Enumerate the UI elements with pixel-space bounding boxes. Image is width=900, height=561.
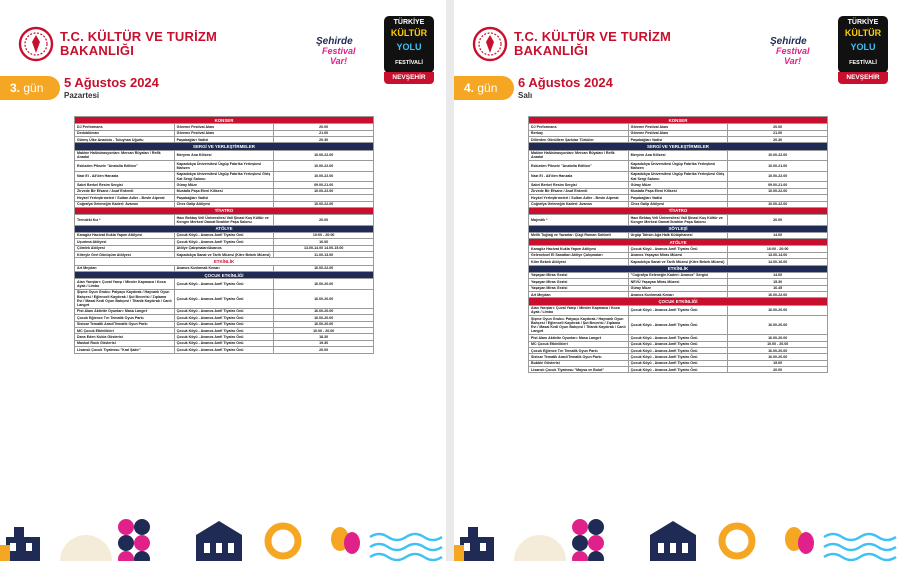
event-venue: Çocuk Köyü - Avanos Amfi Tiyatro Önü <box>174 327 274 333</box>
event-venue: Kapadokya Üniversitesi Ürgüp Fabrika Yerleşkesi Giriş Kat Sergi Salonu <box>174 171 274 182</box>
schedule-page-day3 <box>0 0 446 561</box>
page-divider <box>446 0 454 561</box>
event-time: 10.00-22.00 <box>274 171 374 182</box>
event-time: 16.00-20.00 <box>274 321 374 327</box>
event-venue: Avanos Kızılırmak Kenarı <box>174 265 274 271</box>
event-venue: Chez Galip Atölyesi <box>628 201 728 207</box>
ministry-emblem-icon <box>472 26 508 62</box>
table-row <box>75 161 374 172</box>
section-header <box>529 143 828 150</box>
event-time: 10.00-22.00 <box>274 188 374 194</box>
event-name: Çocuk Eğlence Tırı Tematik Oyun Parkı <box>75 315 175 321</box>
decorative-footer <box>454 515 900 561</box>
section-header-label: SERGİ VE YERLEŞTİRMELER <box>529 143 828 150</box>
event-name: Şişme Oyun Grubu: Palyaço Kaydırak / Hayvanlı Oyun Bahçesi / Eğlenceli Kaydırak / Şut Becerisi / Zıplama Evi / Masal Kedi Oyun Bahçesi / Titanik Kaydırak / Canlı Langırt <box>75 289 175 308</box>
event-name: Güneş Ülke Anadolu - Tuluyhan Uğurlu <box>75 136 175 142</box>
event-name: Karagöz Hacivat Kukla Yapım Atölyesi <box>529 246 629 252</box>
event-name: Zirvede Bir Efsane / Asaf Erdemli <box>75 188 175 194</box>
event-venue: Kapadokya Üniversitesi Ürgüp Fabrika Yerleşkesi Mahzen <box>174 161 274 172</box>
event-name: Makine Halüsinasyonları: Mercan Rüyaları / Refik Anadol <box>529 150 629 161</box>
section-header-label: ÇOCUK ETKİNLİĞİ <box>75 272 374 279</box>
page-weekday: Pazartesi <box>64 91 100 100</box>
event-name: Dillerden Gönüllere Şarkılar Türküler <box>529 136 629 142</box>
mask-icon <box>331 527 360 554</box>
event-name: Şişme Oyun Grubu: Palyaço Kaydırak / Hayvanlı Oyun Bahçesi / Eğlenceli Kaydırak / Şut Becerisi / Zıplama Evi / Masal Kedi Oyun Bahçesi / Titanik Kaydırak / Canlı Langırt <box>529 316 629 335</box>
event-name: Yaşayan Miras Gezisi <box>529 285 629 291</box>
event-venue: Çocuk Köyü - Avanos Amfi Tiyatro Önü <box>174 232 274 238</box>
festival-logo-line3: FESTİVALİ <box>395 60 423 66</box>
slogan-line3: Var! <box>784 56 802 66</box>
event-name: Uçurtma Atölyesi <box>75 239 175 245</box>
event-venue: Kapadokya Sanat ve Tarih Müzesi (Kitre Bebek Müzesi) <box>628 259 728 265</box>
event-name: Eskizden Piksele "Anatolia Edition" <box>529 161 629 172</box>
event-venue: Çocuk Köyü - Avanos Amfi Tiyatro Önü <box>174 347 274 353</box>
event-time: 16.00-20.00 <box>728 347 828 353</box>
table-row <box>529 171 828 182</box>
event-time: 19.30 <box>274 340 374 346</box>
page-date: 5 Ağustos 2024 <box>64 75 159 90</box>
event-venue: Çocuk Köyü - Avanos Amfi Tiyatro Önü <box>174 315 274 321</box>
section-header-label: ÇOCUK ETKİNLİĞİ <box>529 298 828 305</box>
event-time: 10.00 - 20.00 <box>728 341 828 347</box>
event-time: 21.00 <box>728 130 828 136</box>
section-header <box>529 239 828 246</box>
event-name: Art Meydan <box>75 265 175 271</box>
event-time: 16.00-20.00 <box>274 315 374 321</box>
event-name: Eskizden Piksele "Anatolia Edition" <box>75 161 175 172</box>
event-name: Dedublüman <box>75 130 175 136</box>
day-tag <box>0 76 60 100</box>
event-time: 20.30 <box>728 136 828 142</box>
festival-logo-word1: KÜLTÜR <box>844 28 882 38</box>
city-tag: NEVŞEHİR <box>384 72 434 84</box>
event-venue: "Coğrafya Geleneğin Kaderi: Avanos" Sergisi <box>628 272 728 278</box>
city-tag: NEVŞEHİR <box>838 72 888 84</box>
event-time: 20.00 <box>274 124 374 130</box>
event-time: 10.00-22.00 <box>274 201 374 207</box>
table-row <box>529 150 828 161</box>
event-venue: Paşabağları Vadisi <box>174 195 274 201</box>
slogan-line1: Şehirde <box>316 36 353 47</box>
event-time: 13.00-14.00 14.00-15.00 <box>274 245 374 251</box>
dots-icon <box>572 519 604 561</box>
event-venue: Göreme Festival Alanı <box>628 124 728 130</box>
event-time: 11.00-13.00 <box>274 252 374 258</box>
event-venue: Paşabağları Vadisi <box>174 136 274 142</box>
event-time: 10.00-22.00 <box>728 171 828 182</box>
ministry-title <box>60 30 217 58</box>
event-time: 09.00-21.00 <box>274 182 374 188</box>
event-time: 13.00-14.00 <box>728 252 828 258</box>
event-time: 14.00-16.00 <box>728 259 828 265</box>
ministry-emblem-icon <box>18 26 54 62</box>
section-header-label: ATÖLYE <box>529 239 828 246</box>
event-venue: Güray Müze <box>628 182 728 188</box>
ministry-title <box>514 30 671 58</box>
table-row <box>529 367 828 373</box>
event-name: Pist Alanı Aktivite Oyunları: Masa Langırt <box>529 335 629 341</box>
section-header-label: ETKİNLİK <box>529 265 828 272</box>
event-time: 20.00 <box>274 215 374 226</box>
event-name: Alan Yarışları: Çuval Yarışı / Minder Kapmaca / Koca Ayak / Limbo <box>75 279 175 290</box>
event-name: Heykel Yerleştirmeleri / Sultan Adler - Beste Alperat <box>529 195 629 201</box>
table-row <box>529 161 828 172</box>
slogan-logo <box>770 36 840 68</box>
festival-logo-line1: TÜRKİYE <box>393 19 425 26</box>
event-time: 14.00 <box>728 272 828 278</box>
table-row <box>75 289 374 308</box>
event-venue: Avanos Kızılırmak Kenarı <box>628 291 728 297</box>
event-venue: Paşabağları Vadisi <box>628 195 728 201</box>
event-venue: Mustafa Paşa Eleni Kilisesi <box>628 188 728 194</box>
event-time: 16.00-20.00 <box>728 316 828 335</box>
event-venue: Atölye Çalışmaları/Avanos <box>174 245 274 251</box>
event-time: 20.00 <box>728 367 828 373</box>
section-header <box>529 207 828 214</box>
event-time: 20.00 <box>728 215 828 226</box>
event-name: Alan Yarışları: Çuval Yarışı / Minder Kapmaca / Koca Ayak / Limbo <box>529 305 629 316</box>
schedule-table <box>74 116 374 354</box>
event-venue: Paşabağları Vadisi <box>628 136 728 142</box>
event-name: Dans Eden Kukla Gösterisi <box>75 334 175 340</box>
event-name: Nazi El - Ali'den Hanzala <box>529 171 629 182</box>
event-time: 09.00-21.00 <box>728 182 828 188</box>
event-venue: Çocuk Köyü - Avanos Amfi Tiyatro Önü <box>628 246 728 252</box>
event-time: 16.00-20.00 <box>728 305 828 316</box>
event-time: 16.45 <box>728 285 828 291</box>
event-name: MC Çocuk Etkinlikleri <box>529 341 629 347</box>
half-circle-icon <box>514 535 566 561</box>
event-venue: Çocuk Köyü - Avanos Amfi Tiyatro Önü <box>628 305 728 316</box>
event-name: Berkay <box>529 130 629 136</box>
slogan-line1: Şehirde <box>770 36 807 47</box>
event-venue: Chez Galip Atölyesi <box>174 201 274 207</box>
event-venue: NEVÜ Yaşayan Miras Müzesi <box>628 279 728 285</box>
event-name: Kitre Bebek Atölyesi <box>529 259 629 265</box>
event-venue: Çocuk Köyü - Avanos Amfi Tiyatro Önü <box>174 321 274 327</box>
event-time: 16.00-20.00 <box>274 289 374 308</box>
day-tag <box>454 76 514 100</box>
decorative-footer <box>0 515 446 561</box>
event-name: Melih Tuğtağ ve Yazarlar: Çizgi Roman Sohbeti <box>529 232 629 238</box>
event-venue: Avanos Yaşayan Miras Müzesi <box>628 252 728 258</box>
event-venue: Ürgüp Tahsin Ağa Halk Kütüphanesi <box>628 232 728 238</box>
event-time: 14.00 <box>728 232 828 238</box>
building-icon <box>196 521 242 561</box>
event-name: DJ Performans <box>75 124 175 130</box>
festival-logo-word2: YOLU <box>850 42 876 52</box>
festival-logo <box>384 16 434 73</box>
section-header <box>75 143 374 150</box>
event-name: Lisanslı Çocuk Tiyatrosu "Kral Şakir" <box>75 347 175 353</box>
event-name: Makine Halüsinasyonları: Mercan Rüyaları / Refik Anadol <box>75 150 175 161</box>
event-time: 16.00 <box>274 239 374 245</box>
section-header-label: KONSER <box>75 117 374 124</box>
section-header <box>529 298 828 305</box>
table-row <box>75 347 374 353</box>
event-time: 10.00-22.00 <box>274 161 374 172</box>
event-time: 20.30 <box>274 136 374 142</box>
event-name: DJ Performans <box>529 124 629 130</box>
event-time: 21.00 <box>274 130 374 136</box>
event-venue: Çocuk Köyü - Avanos Amfi Tiyatro Önü <box>628 316 728 335</box>
event-time: 10.00-22.00 <box>728 188 828 194</box>
event-time: 16.00-20.00 <box>728 335 828 341</box>
mask-icon <box>785 527 814 554</box>
ring-icon <box>722 526 752 556</box>
event-venue: Çocuk Köyü - Avanos Amfi Tiyatro Önü <box>628 335 728 341</box>
event-venue: Göreme Festival Alanı <box>628 130 728 136</box>
page-weekday: Salı <box>518 91 533 100</box>
slogan-line2: Festival <box>322 46 356 56</box>
event-venue: Çocuk Köyü - Avanos Amfi Tiyatro Önü <box>174 279 274 290</box>
event-time: 19.00 <box>728 360 828 366</box>
event-name: Sabri Berkel Resim Sergisi <box>529 182 629 188</box>
event-venue: Güray Müze <box>628 285 728 291</box>
event-venue: Çocuk Köyü - Avanos Amfi Tiyatro Önü <box>174 340 274 346</box>
dots-icon <box>118 519 150 561</box>
event-name: Art Meydan <box>529 291 629 297</box>
event-venue: Çocuk Köyü - Avanos Amfi Tiyatro Önü <box>628 367 728 373</box>
event-time: 10.00-22.00 <box>728 150 828 161</box>
ministry-line1: T.C. KÜLTÜR VE TURİZM <box>60 29 218 44</box>
event-venue: Çocuk Köyü - Avanos Amfi Tiyatro Önü <box>628 360 728 366</box>
event-venue: Çocuk Köyü - Avanos Amfi Tiyatro Önü <box>628 347 728 353</box>
ministry-line2: BAKANLIĞI <box>60 43 135 58</box>
event-name: Karagöz Hacivat Kukla Yapım Atölyesi <box>75 232 175 238</box>
event-venue: Çocuk Köyü - Avanos Amfi Tiyatro Önü <box>628 341 728 347</box>
event-name: Coğrafya Geleneğin Kaderi: Avanos <box>529 201 629 207</box>
event-name: Yaşayan Miras Gezisi <box>529 272 629 278</box>
event-name: Yaşayan Miras Gezisi <box>529 279 629 285</box>
event-time: 15.30 <box>728 279 828 285</box>
event-venue: Hacı Bektaş Veli Üniversitesi Vali Şinasi Kuş Kültür ve Kongre Merkezi Damat İbrahim Paşa Salonu <box>628 215 728 226</box>
event-name: Sistcar Tematik Araci/Tematik Oyun Parkı <box>75 321 175 327</box>
event-time: 10.00-22.00 <box>274 150 374 161</box>
building-icon <box>650 521 696 561</box>
event-name: Lisanslı Çocuk Tiyatrosu "Maysa ve Bulut" <box>529 367 629 373</box>
schedule-page-day4 <box>454 0 900 561</box>
event-name: Pist Alanı Aktivite Oyunları: Masa Langırt <box>75 308 175 314</box>
event-time: 16.00-20.00 <box>274 308 374 314</box>
section-header-label: ATÖLYE <box>75 225 374 232</box>
waves-icon <box>824 534 896 560</box>
event-time: 10:00 - 20:00 <box>274 232 374 238</box>
event-venue: Meryem Ana Kilisesi <box>174 150 274 161</box>
event-venue: Kapadokya Üniversitesi Ürgüp Fabrika Yerleşkesi Mahzen <box>628 161 728 172</box>
page-date: 6 Ağustos 2024 <box>518 75 613 90</box>
event-name: Majestik * <box>529 215 629 226</box>
event-time: 16.00-20.00 <box>274 279 374 290</box>
table-row <box>75 171 374 182</box>
table-row <box>529 215 828 226</box>
festival-logo <box>838 16 888 73</box>
section-header <box>529 225 828 232</box>
table-row <box>75 215 374 226</box>
festival-logo-word1: KÜLTÜR <box>390 28 428 38</box>
event-name: Heykel Yerleştirmeleri / Sultan Adler - Beste Alperat <box>75 195 175 201</box>
event-name: MC Çocuk Etkinlikleri <box>75 327 175 333</box>
event-name: Sistcar Tematik Araci/Tematik Oyun Parkı <box>529 354 629 360</box>
event-venue: Meryem Ana Kilisesi <box>628 150 728 161</box>
event-time: 10.00-22.00 <box>728 201 828 207</box>
event-venue: Çocuk Köyü - Avanos Amfi Tiyatro Önü <box>174 289 274 308</box>
section-header <box>75 272 374 279</box>
event-venue: Göreme Festival Alanı <box>174 130 274 136</box>
day-label: 3. gün <box>10 81 44 95</box>
slogan-logo <box>316 36 386 68</box>
event-name: Kitreyle Geri Dönüşüm Atölyesi <box>75 252 175 258</box>
castle-icon <box>454 527 494 561</box>
event-time: 10.00-21.00 <box>728 161 828 172</box>
section-header <box>529 117 828 124</box>
event-name: Geleneksel El Sanatları Atölye Çalışmaları <box>529 252 629 258</box>
event-name: Trendeki Kız * <box>75 215 175 226</box>
event-venue: Hacı Bektaş Veli Üniversitesi Vali Şinasi Kuş Kültür ve Kongre Merkezi Damat İbrahim Paşa Salonu <box>174 215 274 226</box>
event-time: 18.30 <box>274 334 374 340</box>
event-name: Çömlek Atölyesi <box>75 245 175 251</box>
event-name: Zirvede Bir Efsane / Asaf Erdemli <box>529 188 629 194</box>
event-venue: Çocuk Köyü - Avanos Amfi Tiyatro Önü <box>174 308 274 314</box>
section-header-label: TİYATRO <box>529 207 828 214</box>
event-time: 16.00-22.00 <box>728 291 828 297</box>
event-time: 16.00-20.00 <box>728 354 828 360</box>
event-name: Coğrafya Geleneğin Kaderi: Avanos <box>75 201 175 207</box>
event-venue: Kapadokya Üniversitesi Ürgüp Fabrika Yerleşkesi Giriş Kat Sergi Salonu <box>628 171 728 182</box>
event-name: Çocuk Eğlence Tırı Tematik Oyun Parkı <box>529 347 629 353</box>
festival-logo-line1: TÜRKİYE <box>847 19 879 26</box>
waves-icon <box>370 534 442 560</box>
section-header-label: SÖYLEŞİ <box>529 225 828 232</box>
festival-logo-line3: FESTİVALİ <box>849 60 877 66</box>
table-row <box>529 305 828 316</box>
event-name: Maskot Rock Gösterisi <box>75 340 175 346</box>
event-time: 20.00 <box>728 124 828 130</box>
castle-icon <box>0 527 40 561</box>
event-time: 10.00 - 20.00 <box>274 327 374 333</box>
section-header <box>75 258 374 265</box>
ring-icon <box>268 526 298 556</box>
event-venue: Çocuk Köyü - Avanos Amfi Tiyatro Önü <box>174 239 274 245</box>
event-time: 16:00 - 20:00 <box>728 246 828 252</box>
section-header <box>529 265 828 272</box>
day-label: 4. gün <box>464 81 498 95</box>
event-venue: Güray Müze <box>174 182 274 188</box>
section-header-label: ETKİNLİK <box>75 258 374 265</box>
event-name: Bubble Gösterisi <box>529 360 629 366</box>
section-header-label: KONSER <box>529 117 828 124</box>
ministry-line2: BAKANLIĞI <box>514 43 589 58</box>
half-circle-icon <box>60 535 112 561</box>
slogan-line2: Festival <box>776 46 810 56</box>
section-header <box>75 117 374 124</box>
event-venue: Çocuk Köyü - Avanos Amfi Tiyatro Önü <box>174 334 274 340</box>
event-venue: Mustafa Paşa Eleni Kilisesi <box>174 188 274 194</box>
slogan-line3: Var! <box>330 56 348 66</box>
event-time: 16.00-22.00 <box>274 265 374 271</box>
event-name: Sabri Berkel Resim Sergisi <box>75 182 175 188</box>
schedule-table <box>528 116 828 373</box>
table-row <box>75 150 374 161</box>
event-venue: Çocuk Köyü - Avanos Amfi Tiyatro Önü <box>628 354 728 360</box>
table-row <box>529 316 828 335</box>
section-header-label: SERGİ VE YERLEŞTİRMELER <box>75 143 374 150</box>
ministry-line1: T.C. KÜLTÜR VE TURİZM <box>514 29 672 44</box>
festival-logo-word2: YOLU <box>396 42 422 52</box>
section-header-label: TİYATRO <box>75 207 374 214</box>
event-name: Nazi El - Ali'den Hanzala <box>75 171 175 182</box>
section-header <box>75 225 374 232</box>
event-time: 20.00 <box>274 347 374 353</box>
event-venue: Kapadokya Sanat ve Tarih Müzesi (Kitre Bebek Müzesi) <box>174 252 274 258</box>
table-row <box>75 279 374 290</box>
section-header <box>75 207 374 214</box>
event-venue: Göreme Festival Alanı <box>174 124 274 130</box>
